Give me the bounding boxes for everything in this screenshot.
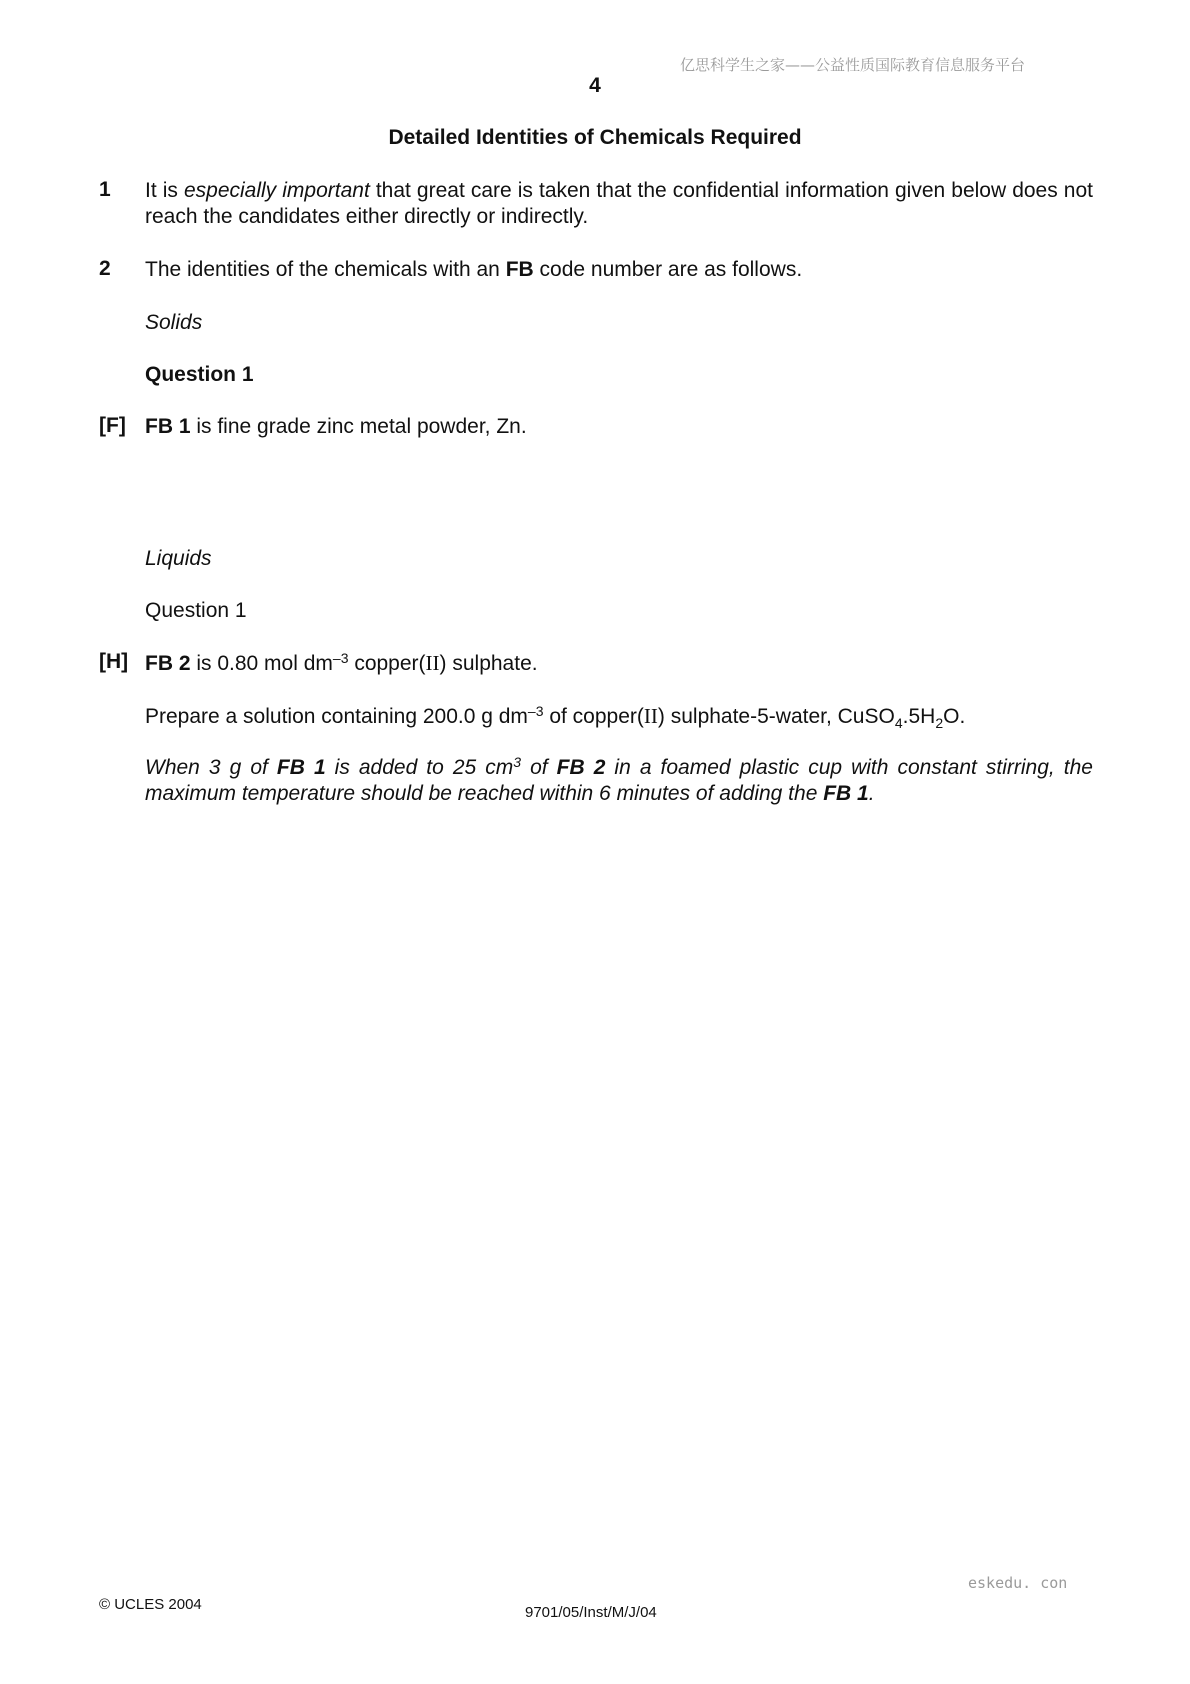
instruction-2-number: 2	[99, 257, 111, 280]
copyright: © UCLES 2004	[99, 1596, 202, 1613]
page-title: Detailed Identities of Chemicals Required	[388, 126, 802, 149]
document-code: 9701/05/Inst/M/J/04	[525, 1604, 657, 1621]
liquids-question-heading: Question 1	[145, 599, 247, 622]
solids-label: Solids	[145, 311, 203, 334]
page-number: 4	[589, 74, 601, 97]
item-f-marker: [F]	[99, 414, 126, 437]
solids-question-heading: Question 1	[145, 363, 254, 386]
watermark-footer: eskedu. con	[968, 1574, 1068, 1592]
item-f-text: FB 1 is fine grade zinc metal powder, Zn.	[145, 415, 527, 438]
temperature-note: When 3 g of FB 1 is added to 25 $cm^3$ of FB 2 in a foamed plastic cup with constant stirring, the maximum temperature should be reached within 6 minutes of adding the FB 1.	[145, 754, 1093, 805]
instruction-1-number: 1	[99, 178, 111, 201]
instruction-2-text: The identities of the chemicals with an FB code number are as follows.	[145, 258, 803, 281]
liquids-label: Liquids	[145, 547, 212, 570]
item-h-marker: [H]	[99, 650, 129, 673]
instruction-1-text: It is especially important that great care is taken that the confidential information given below does not reach the candidates either directly or indirectly.	[145, 179, 1093, 228]
prepare-instruction: Prepare a solution containing 200.0 g $dm^{-3}$ of copper(II) sulphate-5-water, $CuSO_4.5H_2O$.	[145, 703, 966, 731]
item-h-text: FB 2 is 0.80 mol $dm^{-3}$ copper(II) sulphate.	[145, 650, 538, 675]
watermark-header: 亿思科学生之家——公益性质国际教育信息服务平台	[680, 56, 1026, 74]
